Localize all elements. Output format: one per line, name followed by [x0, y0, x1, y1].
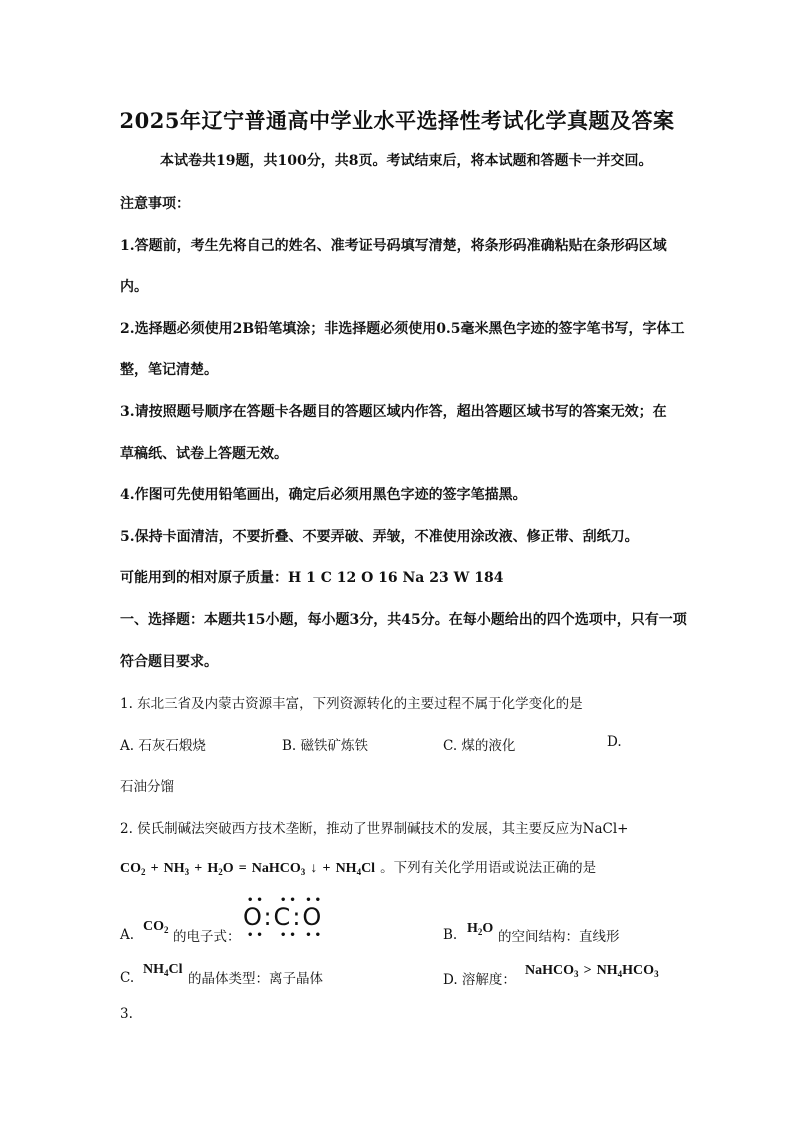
- q2-option-b-label: B.: [443, 927, 458, 943]
- notice-line: 5.保持卡面清洁，不要折叠、不要弄破、弄皱，不准使用涂改液、修正带、刮纸刀。: [120, 529, 639, 545]
- notice-heading: 注意事项：: [120, 196, 190, 212]
- page-title: 2025年辽宁普通高中学业水平选择性考试化学真题及答案: [119, 108, 675, 133]
- notice-line: 草稿纸、试卷上答题无效。: [120, 446, 288, 462]
- lewis-formula: O:C:O: [243, 903, 324, 931]
- q2-option-b-formula: $H_2O$: [467, 921, 494, 937]
- section-heading-cont: 符合题目要求。: [120, 654, 218, 670]
- bond-pair-dots: •• ••: [280, 930, 325, 941]
- q2-equation: $CO_2 + NH_3 + H_2O$ = NaHCO$_3$ ↓ + $NH_4Cl$ 。下列有关化学用语或说法正确的是: [120, 860, 597, 877]
- q1-stem: 1. 东北三省及内蒙古资源丰富，下列资源转化的主要过程不属于化学变化的是: [120, 696, 583, 712]
- notice-line: 2.选择题必须使用2B铅笔填涂；非选择题必须使用0.5毫米黑色字迹的签字笔书写，字体工: [120, 321, 685, 337]
- eq-co2: $CO_2$: [120, 861, 146, 877]
- q2-option-a-label: A.: [120, 927, 135, 943]
- eq-nh4cl: $NH_4Cl$: [335, 861, 376, 877]
- q2-option-a-text: 的电子式：: [173, 929, 241, 945]
- q2-tail: 。下列有关化学用语或说法正确的是: [380, 860, 597, 876]
- q2-option-c-formula: $NH_4Cl$: [143, 962, 183, 978]
- q1-option-c: C. 煤的液化: [443, 738, 516, 754]
- bond-pair-dots: •• ••: [280, 895, 325, 906]
- q1-option-d-label: D.: [607, 734, 622, 750]
- q2-option-c-label: C.: [120, 970, 135, 986]
- q2-option-c-text: 的晶体类型：离子晶体: [188, 971, 323, 987]
- intro-text: 本试卷共19题，共100分，共8页。考试结束后，将本试题和答题卡一并交回。: [160, 153, 653, 169]
- eq-nh3: $NH_3$: [163, 861, 190, 877]
- notice-line: 1.答题前，考生先将自己的姓名、准考证号码填写清楚，将条形码准确粘贴在条形码区域: [120, 238, 667, 254]
- q2-option-a-formula: $CO_2$: [143, 919, 169, 935]
- precipitate-arrow: ↓: [310, 861, 318, 876]
- q2-option-d-formula: NaHCO$_3$ > $NH_4HCO_3$: [525, 963, 659, 979]
- notice-line: 内。: [120, 279, 148, 295]
- q1-option-d-text: 石油分馏: [120, 779, 174, 795]
- notice-line: 3.请按照题号顺序在答题卡各题目的答题区域内作答，超出答题区域书写的答案无效；在: [120, 404, 667, 420]
- co2-lewis-structure: [243, 896, 333, 940]
- section-heading: 一、选择题：本题共15小题，每小题3分，共45分。在每小题给出的四个选项中，只有一项: [120, 612, 687, 628]
- notice-line: 整，笔记清楚。: [120, 362, 218, 378]
- q3-label: 3.: [120, 1006, 133, 1022]
- eq-nahco3: NaHCO$_3$: [251, 861, 306, 877]
- q2-option-d-label: D. 溶解度：: [443, 972, 516, 988]
- eq-h2o: $H_2O$: [207, 861, 234, 877]
- lone-pair-dots: ••: [247, 930, 266, 941]
- notice-line: 4.作图可先使用铅笔画出，确定后必须用黑色字迹的签字笔描黑。: [120, 487, 527, 503]
- q1-option-b: B. 磁铁矿炼铁: [282, 738, 369, 754]
- q1-option-a: A. 石灰石煅烧: [120, 738, 206, 754]
- q2-option-b-text: 的空间结构：直线形: [498, 929, 620, 945]
- atomic-masses: 可能用到的相对原子质量：H 1 C 12 O 16 Na 23 W 184: [120, 570, 504, 586]
- q2-stem: 2. 侯氏制碱法突破西方技术垄断，推动了世界制碱技术的发展，其主要反应为NaCl+: [120, 821, 629, 837]
- lone-pair-dots: ••: [247, 895, 266, 906]
